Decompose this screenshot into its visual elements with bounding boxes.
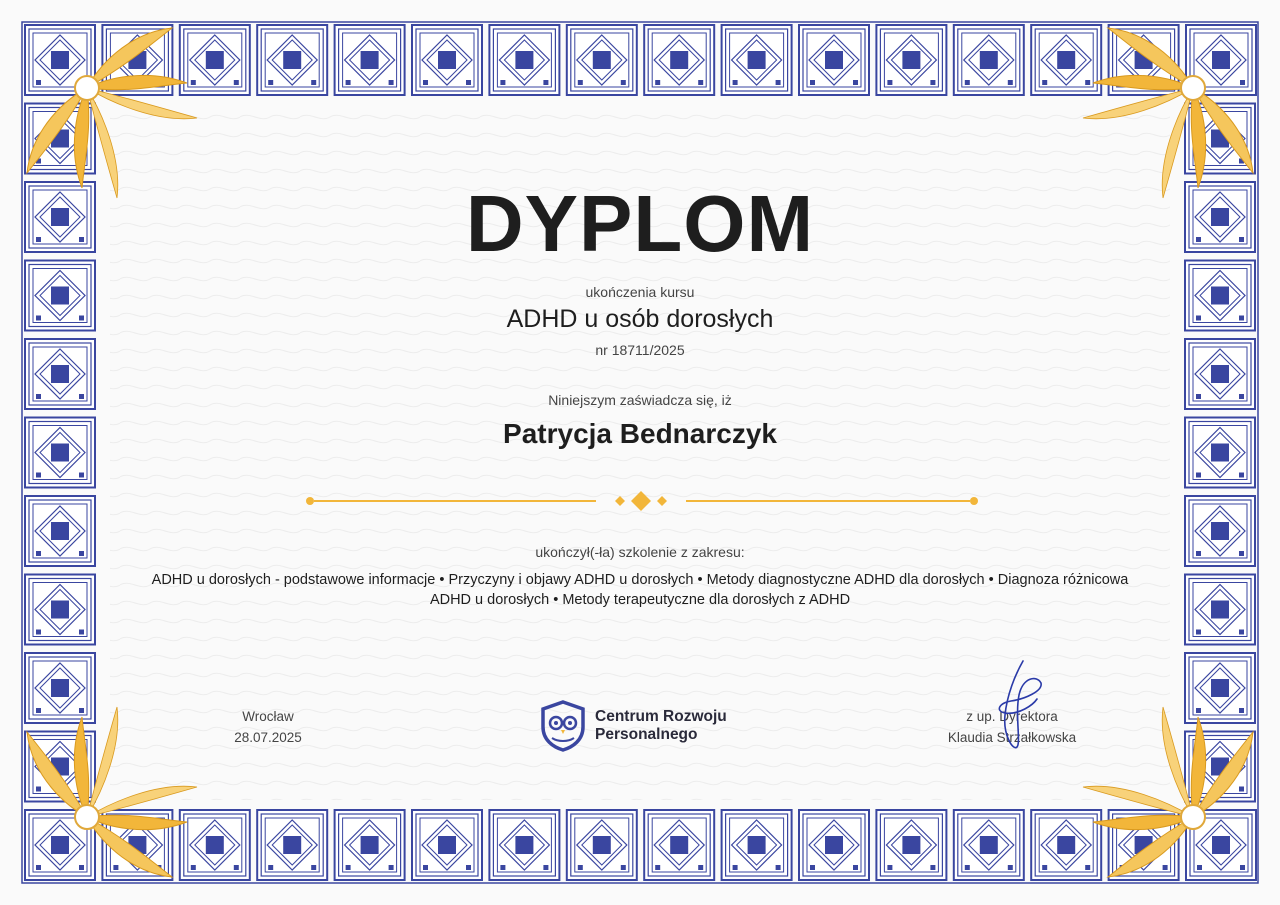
organization-name-line1: Centrum Rozwoju (595, 708, 727, 725)
border-tile (643, 809, 715, 881)
certify-text: Niniejszym zaświadcza się, iż (548, 392, 732, 408)
organization-logo (540, 700, 760, 752)
border-tile (179, 24, 251, 96)
scope-label: ukończył(-ła) szkolenie z zakresu: (535, 544, 745, 560)
border-tile (256, 24, 328, 96)
course-name: ADHD u osób dorosłych (506, 305, 774, 333)
border-tile (334, 24, 406, 96)
place-date-block (168, 706, 368, 748)
border-tile (566, 809, 638, 881)
border-tile (1030, 809, 1102, 881)
issue-date: 28.07.2025 (234, 730, 302, 745)
border-tile (798, 809, 870, 881)
border-tile (256, 809, 328, 881)
diploma-title: DYPLOM (465, 179, 815, 268)
border-tile (334, 809, 406, 881)
border-tile (566, 24, 638, 96)
border-tile (953, 809, 1025, 881)
organization-name (595, 708, 727, 744)
border-tile (1184, 574, 1256, 646)
city: Wrocław (242, 709, 294, 724)
organization-name-line2: Personalnego (595, 726, 698, 743)
border-tile (721, 24, 793, 96)
border-tile (953, 24, 1025, 96)
diploma-subtitle: ukończenia kursu (585, 284, 695, 300)
border-tile (411, 24, 483, 96)
scope-text: ADHD u dorosłych - podstawowe informacje • Przyczyny i objawy ADHD u dorosłych • Metody diagnostyczne ADHD dla dorosłych • Diagnoza różnicowa ADHD u dorosłych • Metody terapeutyczne dla dorosłych z ADHD (151, 572, 1129, 608)
border-tile (721, 809, 793, 881)
ornamental-divider (300, 488, 990, 514)
border-tile (875, 809, 947, 881)
border-tile (1030, 24, 1102, 96)
signatory-name: Klaudia Strzałkowska (947, 730, 1077, 745)
diploma-number: nr 18711/2025 (595, 342, 685, 358)
owl-shield-icon (540, 700, 586, 752)
signatory-role: z up. Dyrektora (966, 709, 1058, 724)
border-tile (643, 24, 715, 96)
border-tile (411, 809, 483, 881)
border-tile (798, 24, 870, 96)
handwritten-signature (985, 655, 1055, 755)
border-tile (179, 809, 251, 881)
recipient-name: Patrycja Bednarczyk (503, 418, 777, 449)
border-tile (24, 652, 96, 724)
border-tile (488, 24, 560, 96)
border-tile (1184, 652, 1256, 724)
border-tile (875, 24, 947, 96)
border-tile (488, 809, 560, 881)
border-tile (24, 574, 96, 646)
